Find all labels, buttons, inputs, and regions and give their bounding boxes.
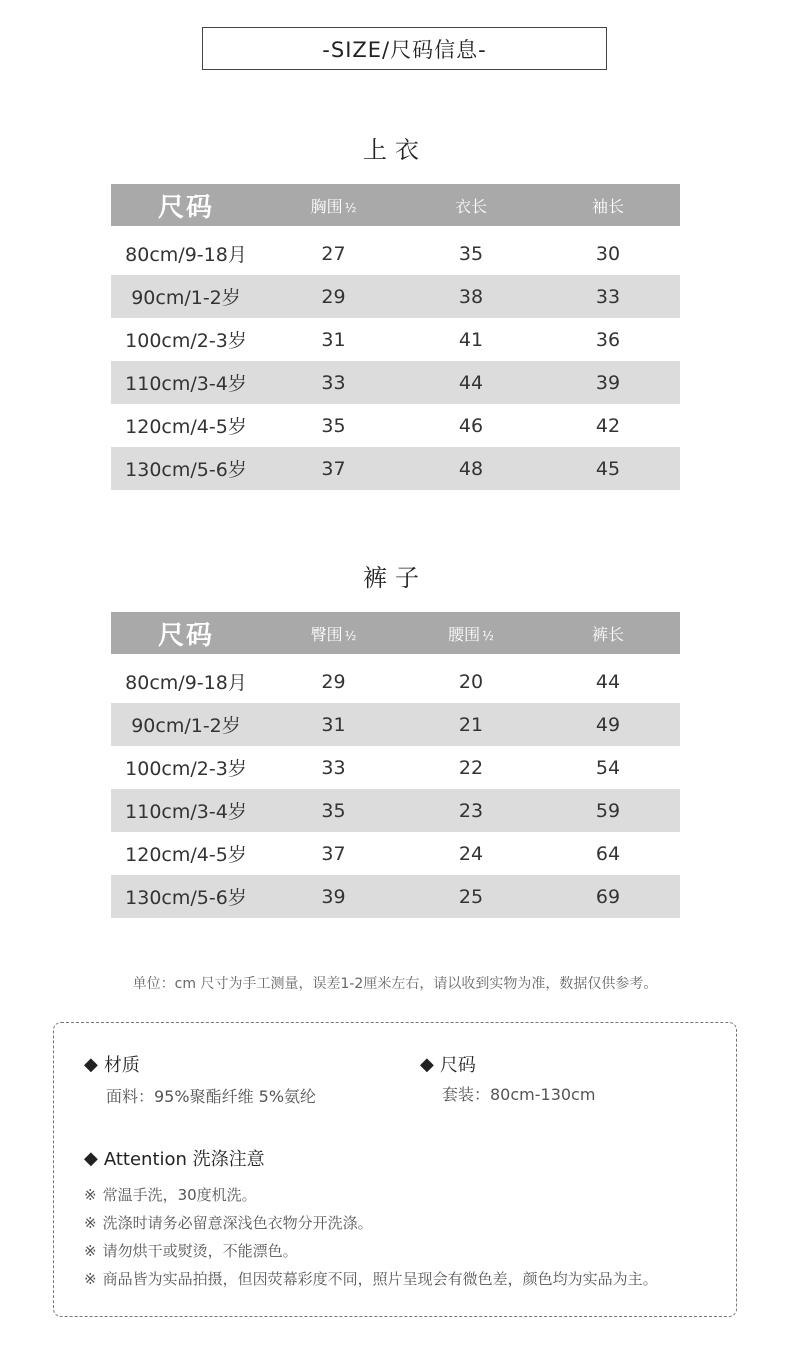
header-pants-length: 裤长: [536, 612, 680, 654]
cell-value: 39: [536, 361, 680, 404]
cell-size: 100cm/2-3岁: [125, 758, 247, 780]
cell-value: 64: [595, 842, 621, 865]
page-title: -SIZE/尺码信息-: [202, 27, 607, 70]
reference-mark-icon: ※: [84, 1270, 97, 1288]
cell-size: 90cm/1-2岁: [111, 703, 261, 746]
reference-mark-icon: ※: [84, 1242, 97, 1260]
material-heading: ◆ 材质: [84, 1053, 140, 1076]
reference-mark-icon: ※: [84, 1186, 97, 1204]
care-note: ※ 洗涤时请务必留意深浅色衣物分开洗涤。: [84, 1214, 373, 1232]
cell-value: 33: [321, 756, 346, 779]
table-row: [111, 660, 680, 703]
cell-value: 54: [595, 756, 621, 779]
cell-value: 41: [458, 328, 484, 351]
table-row: [111, 361, 680, 404]
attention-heading: ◆ Attention 洗涤注意: [84, 1147, 265, 1170]
size-range-text: 套装：80cm-130cm: [442, 1085, 596, 1104]
cell-size: 130cm/5-6岁: [111, 875, 261, 918]
cell-value: 35: [321, 414, 346, 437]
cell-value: 30: [595, 242, 621, 265]
table-row: [111, 232, 680, 275]
pants-section-title: 裤子: [363, 564, 427, 592]
diamond-bullet-icon: ◆: [84, 1053, 98, 1075]
table-header-row: [111, 612, 680, 654]
cell-value: 44: [595, 670, 621, 693]
cell-size: 120cm/4-5岁: [125, 416, 247, 438]
cell-value: 29: [321, 670, 346, 693]
table-row: [111, 275, 680, 318]
material-text: 面料：95%聚酯纤维 5%氨纶: [106, 1087, 317, 1106]
cell-value: 24: [458, 842, 484, 865]
cell-value: 21: [406, 703, 536, 746]
cell-value: 49: [536, 703, 680, 746]
cell-value: 48: [406, 447, 536, 490]
cell-value: 31: [321, 328, 346, 351]
table-row: [111, 789, 680, 832]
cell-value: 59: [536, 789, 680, 832]
cell-size: 130cm/5-6岁: [111, 447, 261, 490]
diamond-bullet-icon: ◆: [84, 1147, 98, 1169]
cell-value: 33: [261, 361, 406, 404]
table-row: [111, 404, 680, 447]
header-size: 尺码: [111, 184, 261, 226]
table-header-row: [111, 184, 680, 226]
cell-size: 80cm/9-18月: [125, 244, 247, 266]
table-row: [111, 746, 680, 789]
care-note: ※ 常温手洗，30度机洗。: [84, 1186, 257, 1204]
cell-value: 46: [458, 414, 484, 437]
header-length: 衣长: [406, 184, 536, 226]
header-waist: 腰围 ½: [406, 612, 536, 654]
cell-value: 35: [261, 789, 406, 832]
table-row: [111, 832, 680, 875]
unit-note: 单位：cm 尺寸为手工测量，误差1-2厘米左右，请以收到实物为准，数据仅供参考。: [132, 976, 658, 992]
info-box: [53, 1022, 737, 1317]
size-heading: ◆ 尺码: [420, 1053, 476, 1076]
cell-value: 37: [321, 842, 346, 865]
pants-size-table: [111, 612, 680, 918]
cell-value: 69: [536, 875, 680, 918]
tops-size-table: [111, 184, 680, 490]
cell-value: 23: [406, 789, 536, 832]
care-note: ※ 商品皆为实品拍摄，但因荧幕彩度不同，照片呈现会有微色差，颜色均为实品为主。: [84, 1270, 658, 1288]
cell-value: 27: [321, 242, 346, 265]
cell-size: 100cm/2-3岁: [125, 330, 247, 352]
cell-value: 45: [536, 447, 680, 490]
cell-value: 35: [458, 242, 484, 265]
table-row: [111, 875, 680, 918]
cell-value: 20: [458, 670, 484, 693]
cell-value: 37: [261, 447, 406, 490]
header-hip: 臀围 ½: [261, 612, 406, 654]
care-note: ※ 请勿烘干或熨烫，不能漂色。: [84, 1242, 298, 1260]
reference-mark-icon: ※: [84, 1214, 97, 1232]
cell-value: 42: [595, 414, 621, 437]
cell-value: 38: [406, 275, 536, 318]
table-row: [111, 318, 680, 361]
cell-size: 110cm/3-4岁: [111, 789, 261, 832]
table-row: [111, 447, 680, 490]
cell-size: 80cm/9-18月: [125, 672, 247, 694]
cell-value: 44: [406, 361, 536, 404]
cell-size: 90cm/1-2岁: [111, 275, 261, 318]
cell-value: 39: [261, 875, 406, 918]
cell-value: 25: [406, 875, 536, 918]
cell-value: 36: [595, 328, 621, 351]
header-sleeve: 袖长: [536, 184, 680, 226]
cell-value: 31: [261, 703, 406, 746]
cell-value: 29: [261, 275, 406, 318]
diamond-bullet-icon: ◆: [420, 1053, 434, 1075]
cell-size: 120cm/4-5岁: [125, 844, 247, 866]
table-row: [111, 703, 680, 746]
header-size: 尺码: [111, 612, 261, 654]
cell-size: 110cm/3-4岁: [111, 361, 261, 404]
cell-value: 33: [536, 275, 680, 318]
header-chest: 胸围 ½: [261, 184, 406, 226]
tops-section-title: 上衣: [363, 136, 427, 164]
cell-value: 22: [458, 756, 484, 779]
